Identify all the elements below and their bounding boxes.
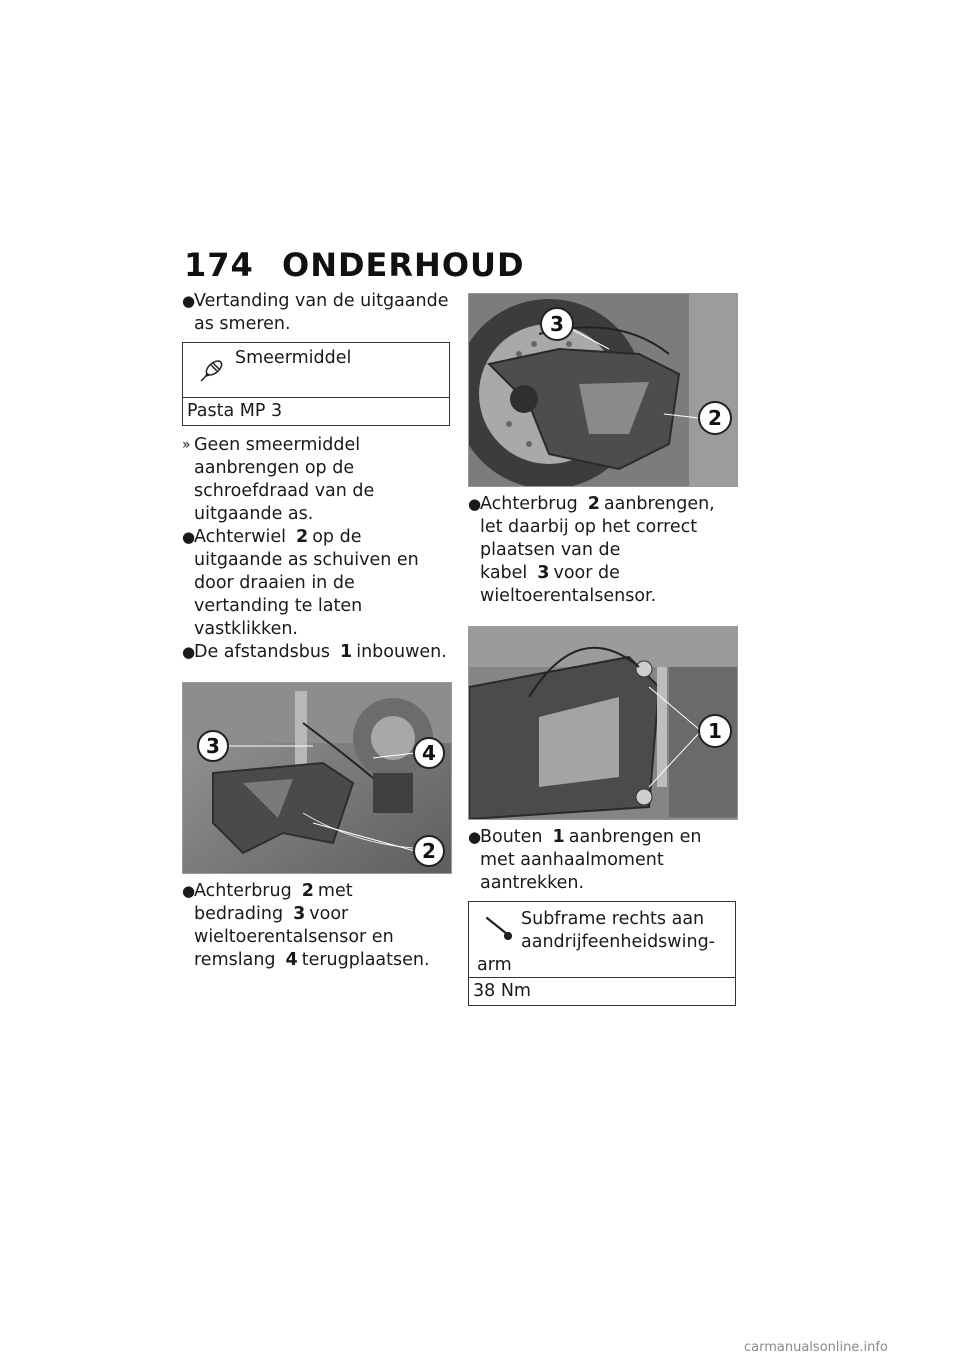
page-title: ONDERHOUD (282, 246, 525, 284)
callout-1: 1 (708, 719, 722, 743)
arrow-icon: » (182, 437, 191, 453)
bullet-icon: ● (468, 828, 482, 846)
figure-subframe-bolts (468, 626, 738, 820)
bullet-icon: ● (468, 495, 482, 513)
figure-swingarm-installation (182, 682, 452, 874)
callout-3: 3 (206, 734, 220, 758)
step-rear-wheel: ● Achterwiel 2 op de uitgaande as schuiven en door draaien in de vertanding te laten vastklikken. (182, 527, 419, 639)
page-header (184, 246, 525, 284)
ref-number: 3 (293, 904, 306, 924)
ref-number: 3 (537, 563, 550, 583)
lubricant-box (182, 342, 450, 426)
callout-2: 2 (422, 839, 436, 863)
lubricant-value: Pasta MP 3 (183, 397, 449, 425)
step-bolts: ● Bouten 1 aanbrengen en met aanhaalmoment aantrekken. (468, 827, 702, 893)
ref-number: 1 (340, 642, 353, 662)
figure-brake-disc (468, 293, 738, 487)
bullet-icon: ● (182, 882, 196, 900)
bullet-icon: ● (182, 292, 196, 310)
step-reinstall-wiring: ● Achterbrug 2 met bedrading 3 voor wieltoerentalsensor en remslang 4 terugplaatsen. (182, 881, 430, 970)
bullet-icon: ● (182, 528, 196, 546)
torque-wrench-icon (483, 914, 513, 944)
lubricant-title: Smeermiddel (235, 348, 352, 368)
step-lubricate: ● Vertanding van de uitgaande as smeren. (182, 291, 449, 334)
ref-number: 2 (301, 881, 314, 901)
callout-2: 2 (708, 406, 722, 430)
step-mount-swingarm: ● Achterbrug 2 aanbrengen, let daarbij op het correct plaatsen van de kabel 3 voor de wieltoerentalsensor. (468, 494, 715, 606)
note-no-grease: » Geen smeermiddel aanbrengen op de schroefdraad van de uitgaande as. (182, 435, 375, 524)
step-spacer: ● De afstandsbus 1 inbouwen. (182, 642, 447, 662)
photo-illustration (183, 683, 451, 873)
photo-illustration (469, 294, 737, 486)
torque-value: 38 Nm (469, 977, 735, 1005)
ref-number: 2 (296, 527, 309, 547)
bullet-icon: ● (182, 643, 196, 661)
ref-number: 4 (285, 950, 298, 970)
photo-illustration (469, 627, 737, 819)
torque-box: Subframe rechts aan aandrijfeenheidswing- arm 38 Nm (468, 901, 736, 1006)
ref-number: 1 (552, 827, 565, 847)
callout-3: 3 (550, 312, 564, 336)
page-number: 174 (184, 246, 254, 284)
left-column (182, 290, 452, 972)
watermark: carmanualsonline.info (744, 1340, 888, 1355)
grease-gun-icon (197, 355, 227, 385)
callout-4: 4 (422, 741, 436, 765)
ref-number: 2 (587, 494, 600, 514)
right-column (468, 290, 738, 1014)
